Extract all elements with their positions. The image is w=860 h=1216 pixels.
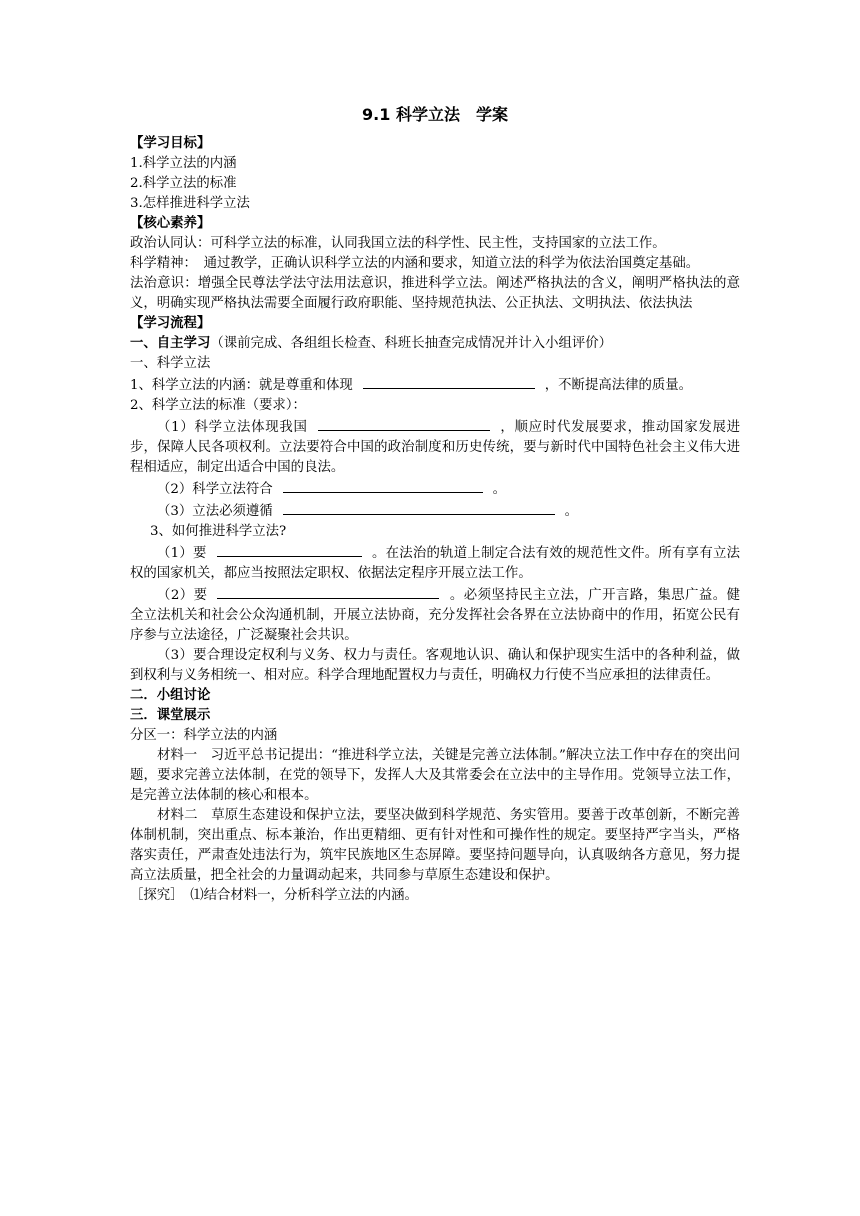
question-2-2: [130, 478, 740, 500]
material-1: 材料一 习近平总书记提出：“推进科学立法，关键是完善立法体制。”解决立法工作中存在的突出问题，要求完善立法体制，在党的领导下，发挥人大及其常委会在立法中的主导作用。党领导立法工作，是完善立法体制的核心和根本。: [130, 748, 740, 803]
q2-1-text-b: ，顺应时代发展要求，推动国家发展进步，保障人民各项权利。立法要符合中国的政治制度和历史传统，要与新时代中国特色社会主义伟大进程相适应，制定出适合中国的良法。: [130, 420, 740, 475]
flow-heading: 【学习流程】: [130, 316, 211, 331]
answer-blank[interactable]: [283, 500, 555, 515]
answer-blank[interactable]: [217, 542, 362, 557]
q2-2-text-b: 。: [492, 482, 507, 497]
explore-question: ［探究］ ⑴结合材料一，分析科学立法的内涵。: [130, 888, 418, 903]
self-study-line: [130, 334, 740, 354]
q3-2-text-b: 。必须坚持民主立法，广开言路，集思广益。健全立法机关和社会公众沟通机制，开展立法协商，充分发挥社会各界在立法协商中的作用，拓宽公民有序参与立法途径，广泛凝聚社会共识。: [130, 588, 740, 643]
zone-heading: 分区一：科学立法的内涵: [130, 728, 278, 743]
goals-heading: 【学习目标】: [130, 136, 211, 151]
q3-1-text-a: （1）要: [157, 546, 207, 561]
question-3-2: [130, 584, 740, 646]
answer-blank[interactable]: [363, 374, 535, 389]
self-study-note: （课前完成、各组组长检查、科班长抽查完成情况并计入小组评价）: [210, 336, 613, 351]
q2-1-text-a: （1）科学立法体现我国: [157, 420, 308, 435]
page-title: 9.1 科学立法 学案: [362, 105, 508, 124]
goal-item: 3.怎样推进科学立法: [130, 196, 250, 211]
discuss-heading: 二．小组讨论: [130, 688, 211, 703]
goal-item: 1.科学立法的内涵: [130, 156, 237, 171]
q3-1-text-b: 。在法治的轨道上制定合法有效的规范性文件。所有享有立法权的国家机关，都应当按照法定职权、依据法定程序开展立法工作。: [130, 546, 740, 581]
question-2-1: [130, 416, 740, 478]
self-study-heading: 一、自主学习: [130, 336, 211, 351]
show-heading: 三．课堂展示: [130, 708, 211, 723]
question-2-3: [130, 500, 740, 522]
question-3: 3、如何推进科学立法?: [150, 524, 287, 539]
answer-blank[interactable]: [283, 478, 483, 493]
core-item: 科学精神： 通过教学，正确认识科学立法的内涵和要求，知道立法的科学为依法治国奠定基础。: [130, 256, 700, 271]
q2-3-text-b: 。: [564, 504, 579, 519]
core-item: 政治认同认：可科学立法的标准，认同我国立法的科学性、民主性，支持国家的立法工作。: [130, 236, 666, 251]
material-2: 材料二 草原生态建设和保护立法，要坚决做到科学规范、务实管用。要善于改革创新，不断完善体制机制，突出重点、标本兼治，作出更精细、更有针对性和可操作性的规定。要坚持严字当头，严格落实责任，严肃查处违法行为，筑牢民族地区生态屏障。要坚持问题导向，认真吸纳各方意见，努力提高立法质量，把全社会的力量调动起来，共同参与草原生态建设和保护。: [130, 808, 740, 883]
question-2: 2、科学立法的标准（要求）：: [130, 398, 306, 413]
core-heading: 【核心素养】: [130, 216, 211, 231]
section-subheading: 一、科学立法: [130, 356, 211, 371]
goal-item: 2.科学立法的标准: [130, 176, 237, 191]
answer-blank[interactable]: [217, 584, 439, 599]
q1-text-b: ，不断提高法律的质量。: [544, 378, 693, 393]
q1-text-a: 1、科学立法的内涵：就是尊重和体现: [130, 378, 353, 393]
answer-blank[interactable]: [318, 416, 490, 431]
core-item: 法治意识：增强全民尊法学法守法用法意识，推进科学立法。阐述严格执法的含义，阐明严格执法的意义，明确实现严格执法需要全面履行政府职能、坚持规范执法、公正执法、文明执法、依法执法: [130, 276, 740, 311]
q2-3-text-a: （3）立法必须遵循: [157, 504, 273, 519]
question-3-1: [130, 542, 740, 584]
question-1: [130, 374, 740, 396]
q3-2-text-a: （2）要: [157, 588, 208, 603]
question-3-3: （3）要合理设定权利与义务、权力与责任。客观地认识、确认和保护现实生活中的各种利益，做到权利与义务相统一、相对应。科学合理地配置权力与责任，明确权力行使不当应承担的法律责任。: [130, 648, 740, 683]
document-page: [130, 100, 740, 906]
q2-2-text-a: （2）科学立法符合: [157, 482, 273, 497]
